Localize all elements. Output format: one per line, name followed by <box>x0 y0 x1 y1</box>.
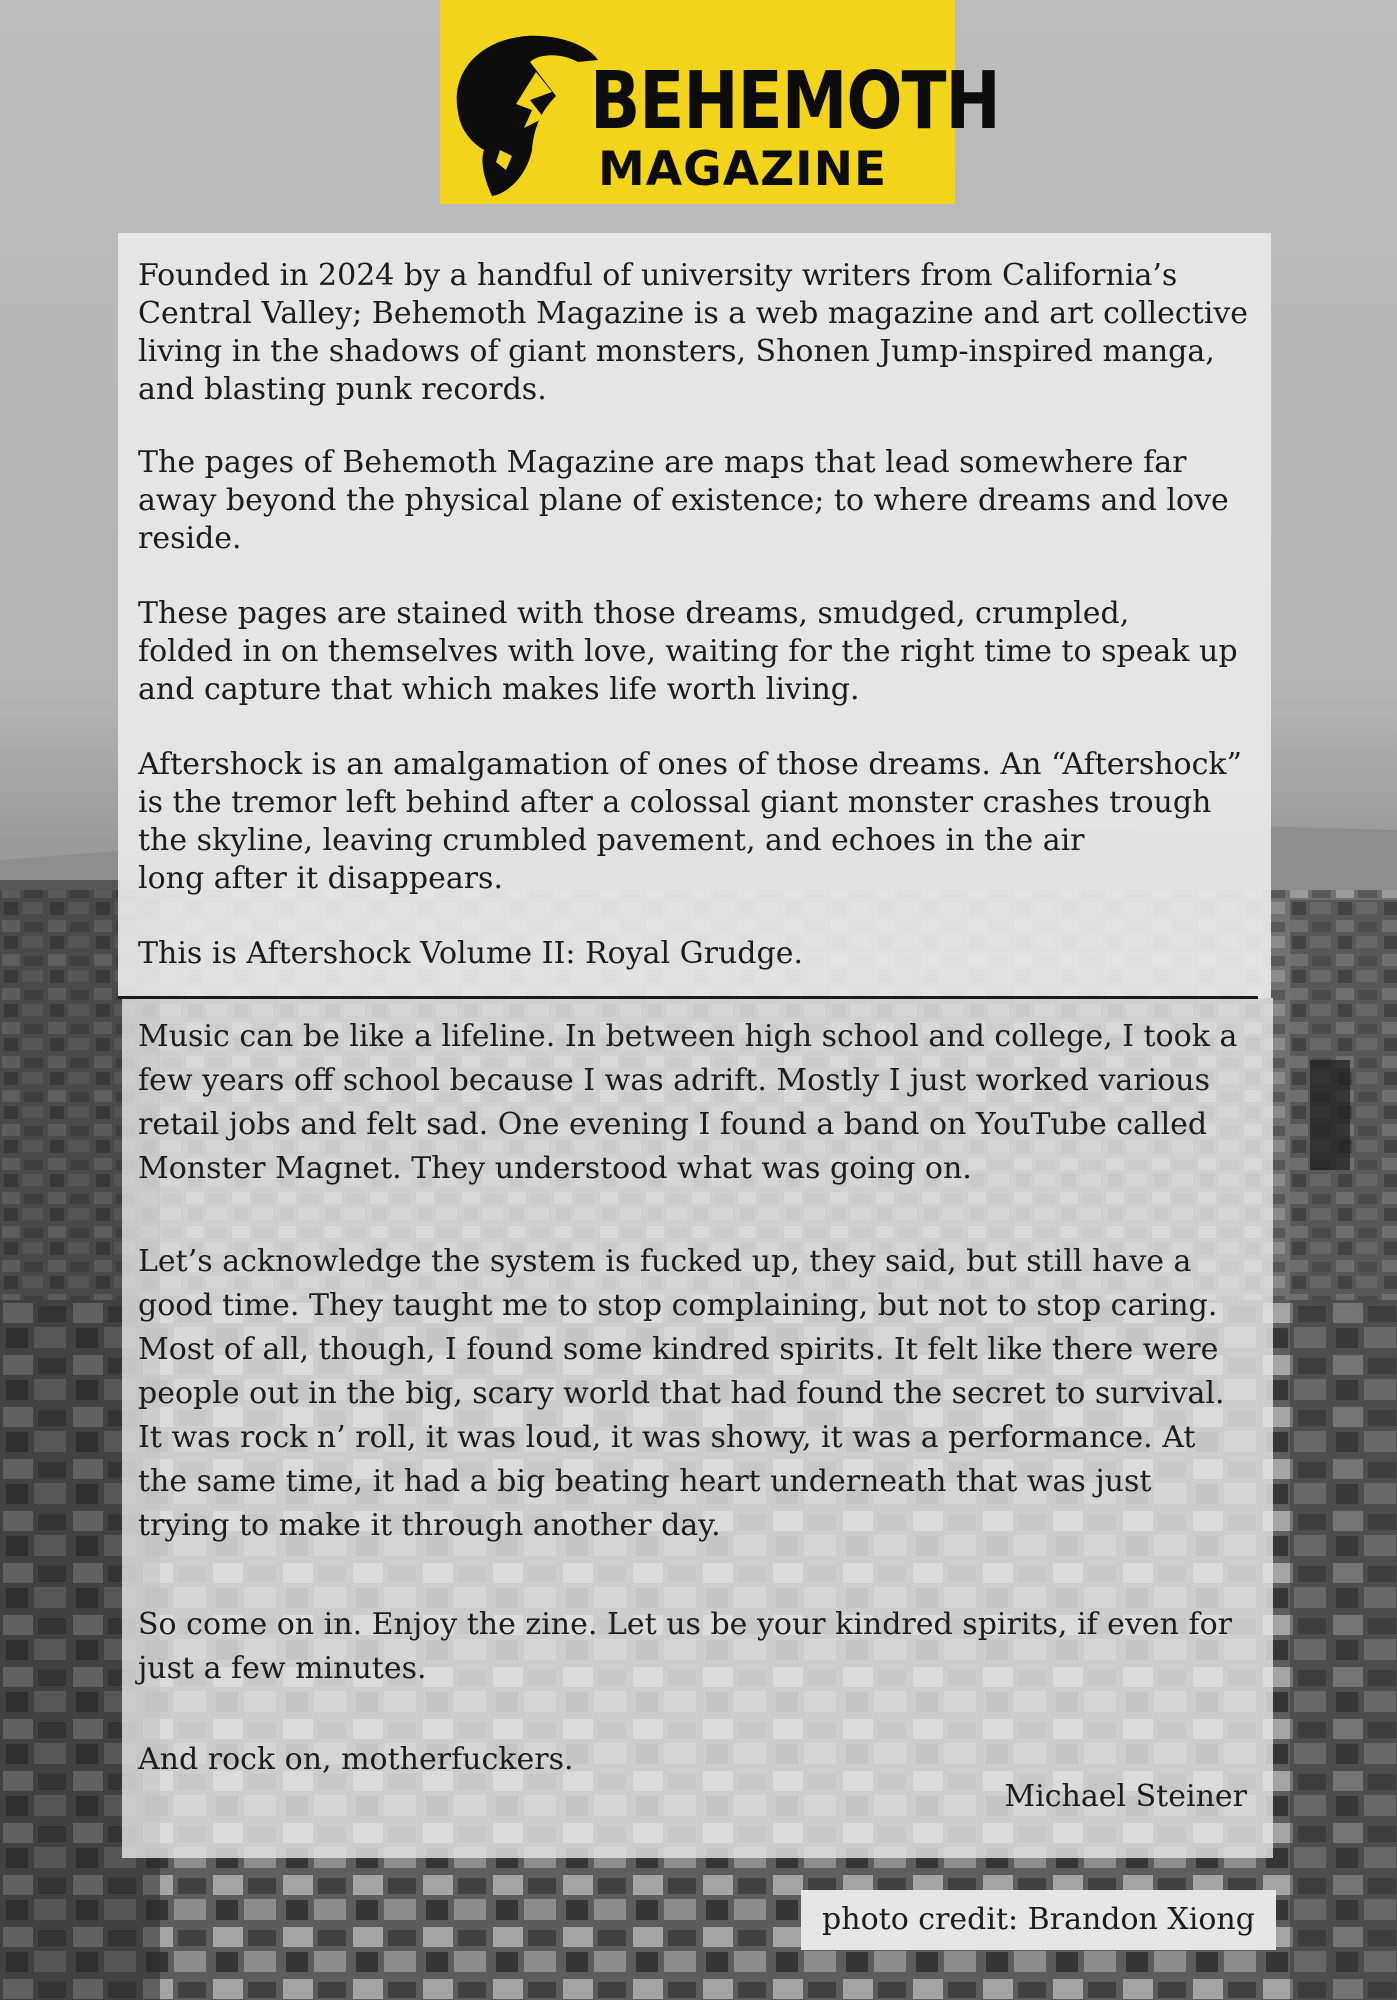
intro-paragraph: These pages are stained with those dreams, smudged, crumpled, folded in on themselves with love, waiting for the right time to speak up and capture that which makes life worth living. <box>138 596 1238 707</box>
logo-word-behemoth: BEHEMOTH <box>590 54 1000 148</box>
behemoth-magazine-logo <box>440 0 1000 204</box>
intro-paragraph: Founded in 2024 by a handful of university writers from California’s Central Valley; Behemoth Magazine is a web magazine and art collective living in the shadows of giant monsters, Shonen Jump-inspired manga, and blasting punk records. <box>138 258 1249 407</box>
logo-word-magazine: MAGAZINE <box>598 142 888 197</box>
note-paragraph: And rock on, motherfuckers. <box>138 1742 574 1777</box>
intro-paragraph: Aftershock is an amalgamation of ones of those dreams. An “Aftershock” is the tremor left behind after a colossal giant monster crashes trough the skyline, leaving crumbled pavement, and echoes in the air long after it disappears. <box>138 747 1242 896</box>
author-signature: Michael Steiner <box>1004 1779 1247 1814</box>
note-paragraph: Music can be like a lifeline. In between high school and college, I took a few years off school because I was adrift. Mostly I just worked various retail jobs and felt sad. One evening I found a band on YouTube called Monster Magnet. They understood what was going on. <box>138 1019 1238 1186</box>
note-paragraph: So come on in. Enjoy the zine. Let us be your kindred spirits, if even for just a few minutes. <box>138 1607 1233 1686</box>
intro-paragraph: This is Aftershock Volume II: Royal Grudge. <box>138 936 803 971</box>
note-paragraph: Let’s acknowledge the system is fucked up, they said, but still have a good time. They taught me to stop complaining, but not to stop caring. Most of all, though, I found some kindred spirits. It felt like there were people out in the big, scary world that had found the secret to survival. It was rock n’ roll, it was loud, it was showy, it was a performance. At the same time, it had a big beating heart underneath that was just trying to make it through another day. <box>138 1244 1225 1543</box>
intro-paragraph: The pages of Behemoth Magazine are maps that lead somewhere far away beyond the physical plane of existence; to where dreams and love reside. <box>138 445 1229 556</box>
section-divider <box>118 996 1258 999</box>
photo-credit: photo credit: Brandon Xiong <box>801 1890 1276 1950</box>
